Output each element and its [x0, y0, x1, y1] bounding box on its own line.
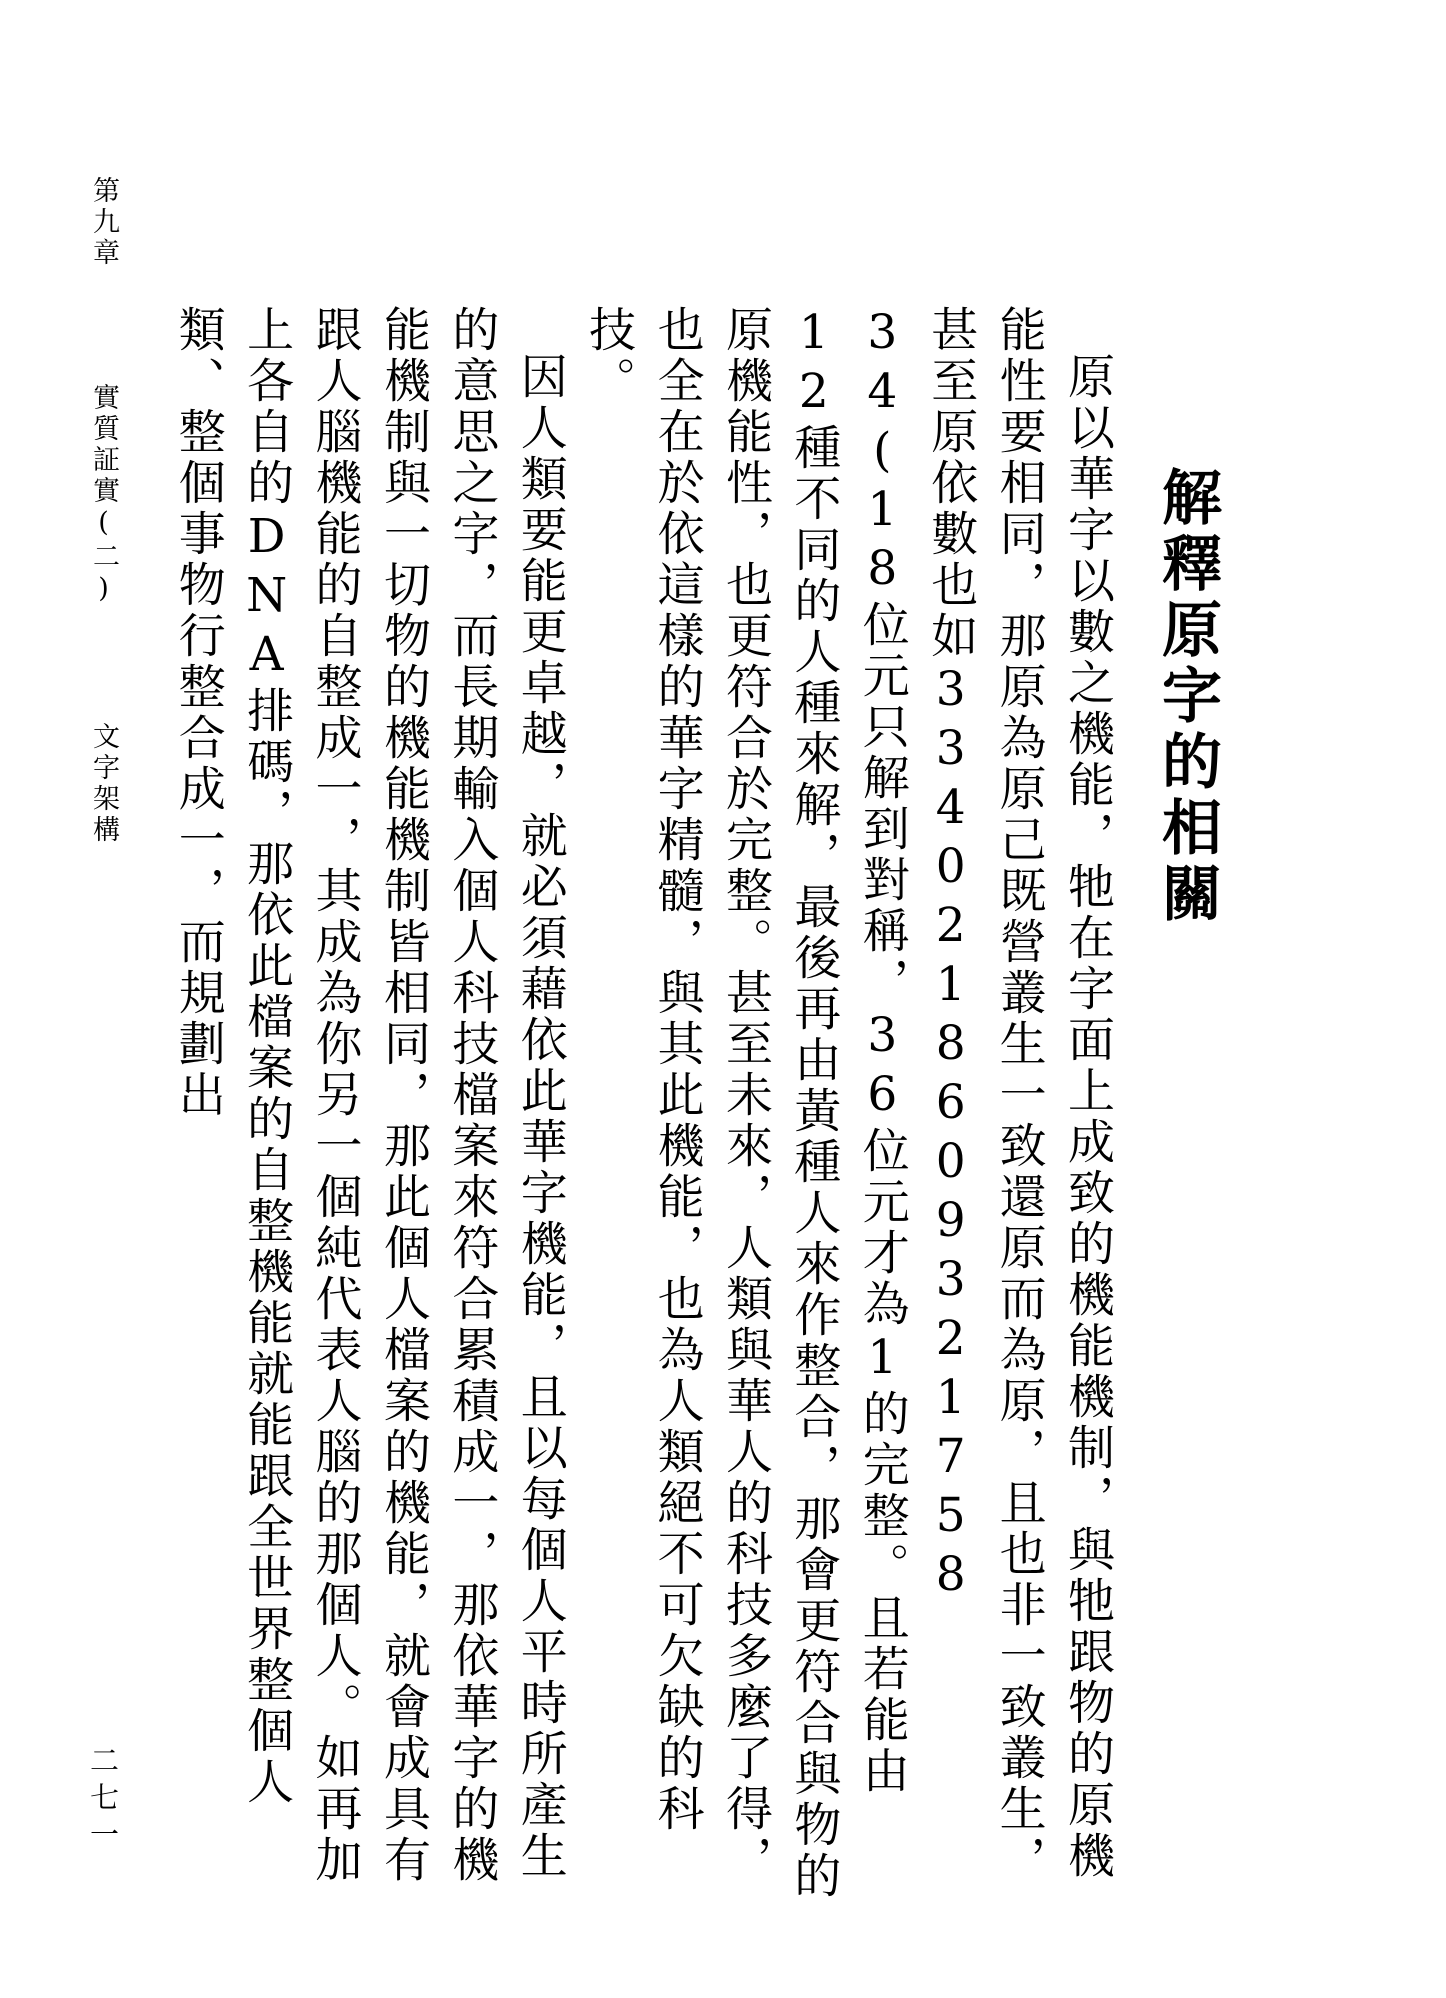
article-body — [163, 305, 1121, 1905]
page-number: 二七一 — [86, 1745, 120, 1856]
body-paragraph-2: 因人類要能更卓越，就必須藉依此華字機能，且以每個人平時所產生的意思之字，而長期輸入個人科技檔案來符合累積成一，那依華字的機能機制與一切物的機能機制皆相同，那此個人檔案的機能，就會成具有跟人腦機能的自整成一，其成為你另一個純代表人腦的那個人。如再加上各自的DNA排碼，那依此檔案的自整機能就能跟全世界整個人類、整個事物行整合成一，而規劃出 — [170, 305, 568, 1886]
topic-label: 文字架構 — [88, 722, 119, 846]
section-label: 實質証實(二) — [88, 383, 119, 608]
running-head — [86, 176, 120, 846]
chapter-label: 第九章 — [88, 176, 119, 269]
body-paragraph-1: 原以華字以數之機能，牠在字面上成致的機能機制，與牠跟物的原機能性要相同，那原為原己既營叢生一致還原而為原，且也非一致叢生，甚至原依數也如3340218609321758 34(18位元只解到對稱，36位元才為1的完整。且若能由12種不同的人種來解，最後再由黃種人來作整合，那會更符合與物的原機能性，也更符合於完整。甚至未來，人類與華人的科技多麼了得，也全在於依這樣的華字精髓，與其此機能，也為人類絕不可欠缺的科技。 — [581, 305, 1115, 1902]
article-title: 解釋原字的相關 — [1152, 466, 1222, 928]
